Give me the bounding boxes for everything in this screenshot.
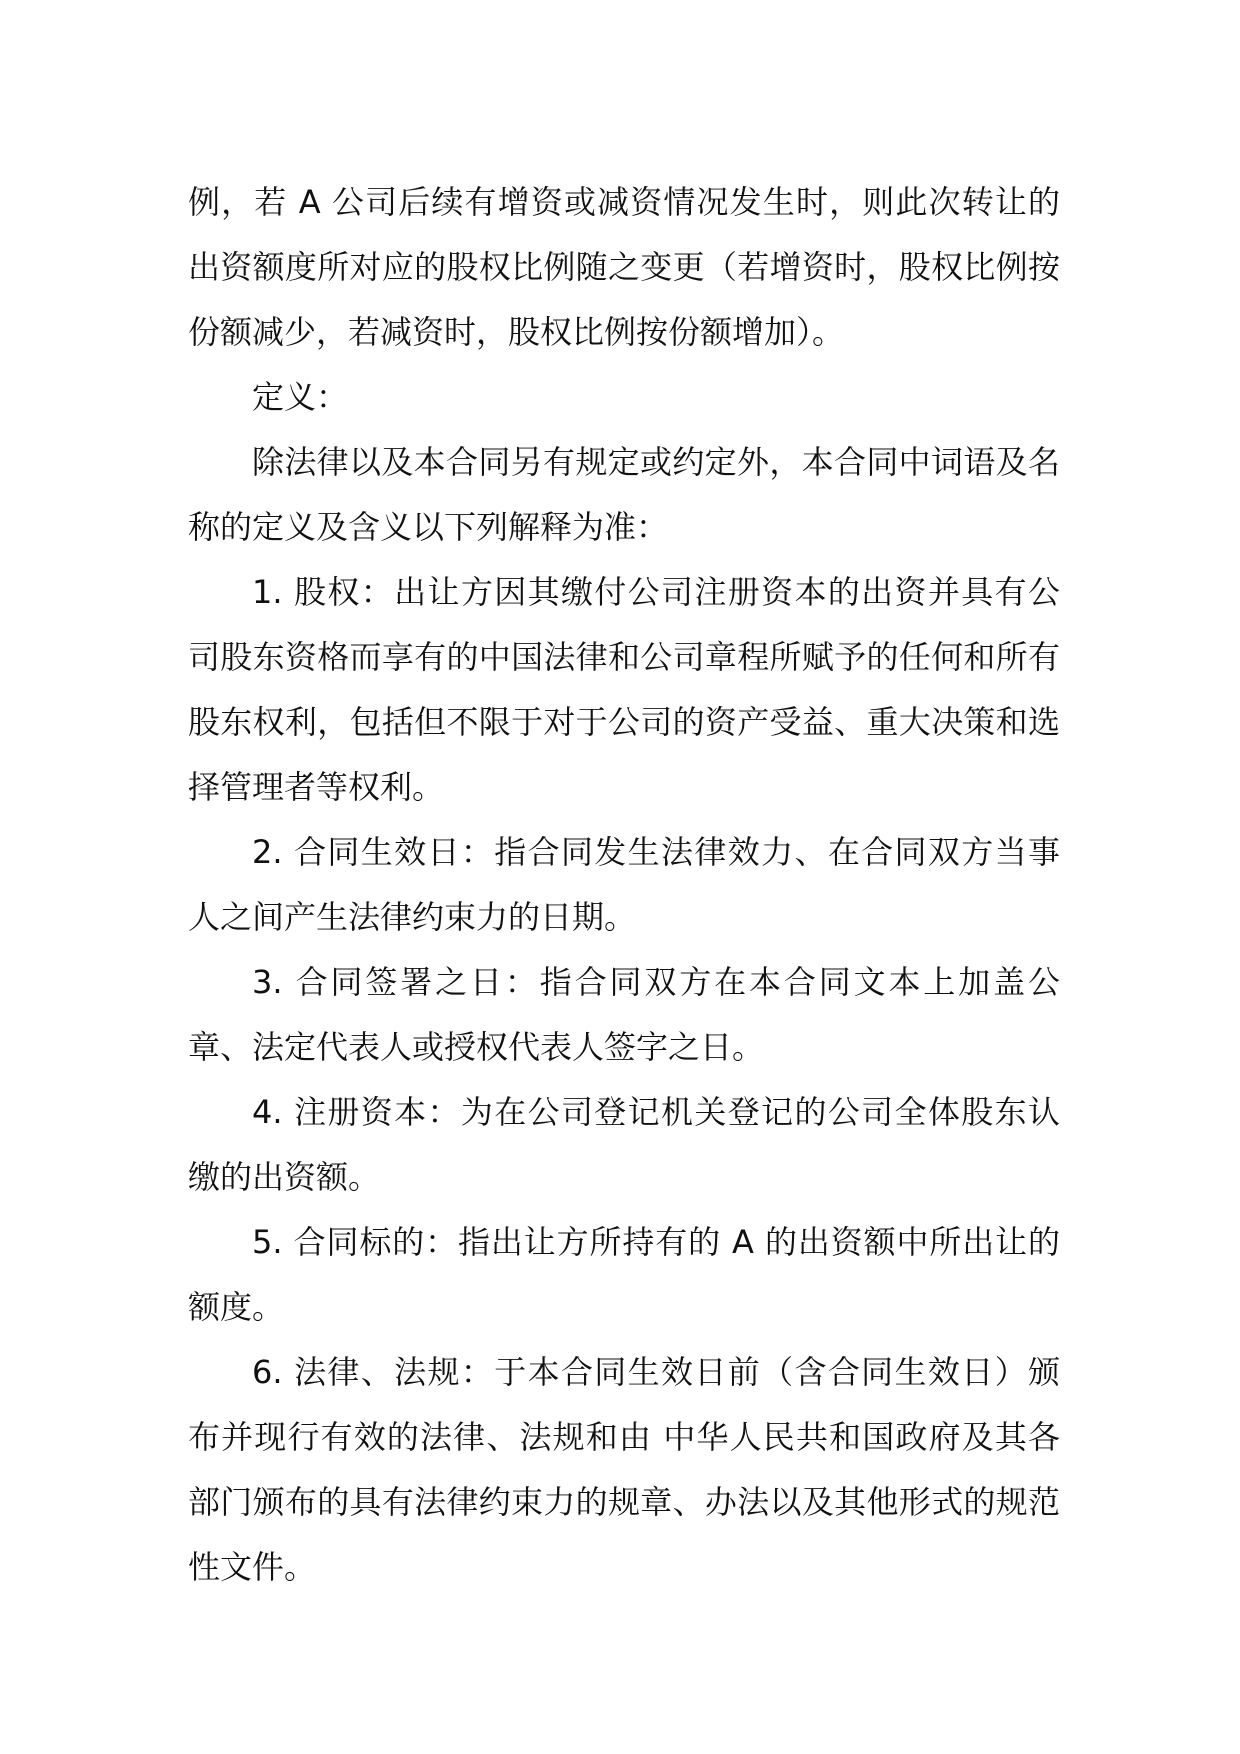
paragraph-definition-contract-subject: 5. 合同标的：指出让方所持有的 A 的出资额中所出让的额度。 — [188, 1223, 1060, 1326]
paragraph-continuation: 例，若 A 公司后续有增资或减资情况发生时，则此次转让的出资额度所对应的股权比例随之变更（若增资时，股权比例按份额减少，若减资时，股权比例按份额增加）。 — [188, 183, 1060, 351]
paragraph-definition-effective-date: 2. 合同生效日：指合同发生法律效力、在合同双方当事人之间产生法律约束力的日期。 — [188, 833, 1060, 936]
paragraph-definitions-intro: 除法律以及本合同另有规定或约定外，本合同中词语及名称的定义及含义以下列解释为准： — [188, 443, 1060, 546]
paragraph-definition-signing-date: 3. 合同签署之日：指合同双方在本合同文本上加盖公章、法定代表人或授权代表人签字之日。 — [188, 963, 1060, 1066]
document-body — [188, 170, 1060, 1600]
paragraph-definition-laws-regulations: 6. 法律、法规：于本合同生效日前（含合同生效日）颁布并现行有效的法律、法规和由 中华人民共和国政府及其各部门颁布的具有法律约束力的规章、办法以及其他形式的规范性文件。 — [188, 1353, 1060, 1586]
paragraph-definition-registered-capital: 4. 注册资本：为在公司登记机关登记的公司全体股东认缴的出资额。 — [188, 1093, 1060, 1196]
paragraph-definition-equity: 1. 股权：出让方因其缴付公司注册资本的出资并具有公司股东资格而享有的中国法律和公司章程所赋予的任何和所有股东权利，包括但不限于对于公司的资产受益、重大决策和选择管理者等权利。 — [188, 573, 1060, 806]
paragraph-definitions-heading: 定义： — [252, 378, 349, 416]
